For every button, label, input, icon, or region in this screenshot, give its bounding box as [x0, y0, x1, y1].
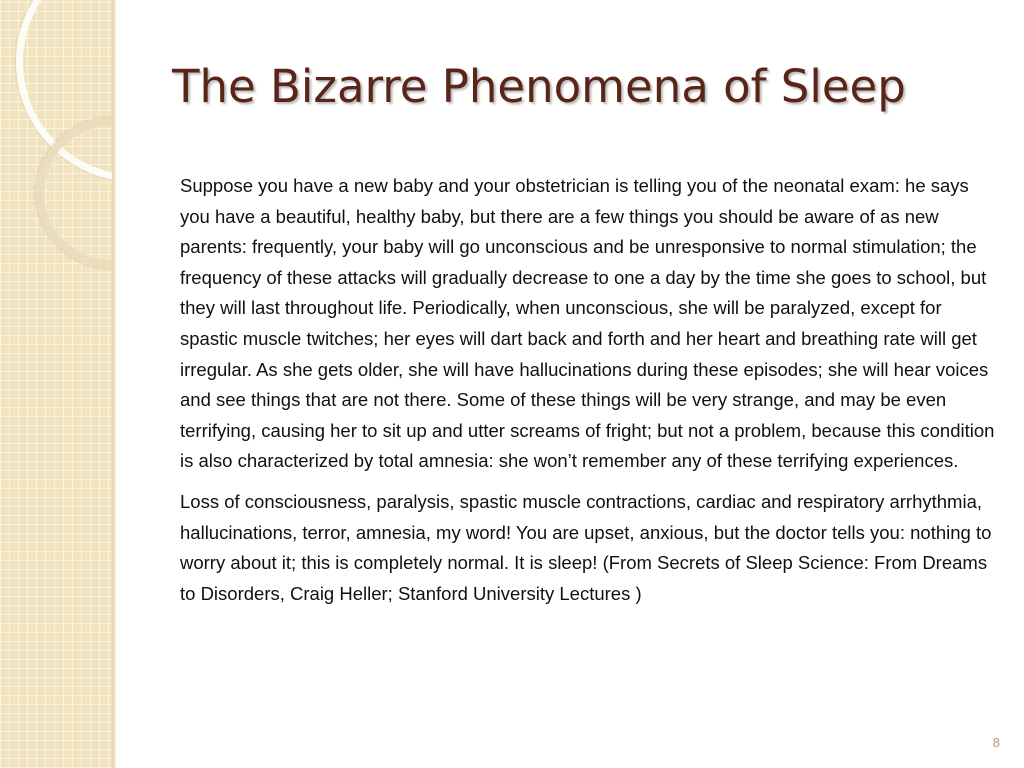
slide-page-number: 8 [992, 735, 1000, 750]
slide-title: The Bizarre Phenomena of Sleep [172, 60, 906, 113]
decorative-side-panel [0, 0, 112, 768]
body-paragraph-2: Loss of consciousness, paralysis, spastic muscle contractions, cardiac and respiratory arrhythmia, hallucinations, terror, amnesia, my word! You are upset, anxious, but the doctor tells you: nothing to worry about it; this is completely normal. It is sleep! (From Secrets of Sleep Science: From Dreams to Disorders, Craig Heller; Stanford University Lectures ) [180, 490, 992, 604]
body-paragraph-1: Suppose you have a new baby and your obstetrician is telling you of the neonatal exam: he says you have a beautiful, healthy baby, but there are a few things you should be aware of as new parents: frequently, your baby will go unconscious and be unresponsive to normal stimulation; the frequency of these attacks will gradually decrease to one a day by the time she goes to school, but they will last throughout life. Periodically, when unconscious, she will be paralyzed, except for spastic muscle twitches; her eyes will dart back and forth and her heart and breathing rate will get irregular. As she gets older, she will have hallucinations during these episodes; she will hear voices and see things that are not there. Some of these things will be very strange, and may be even terrifying, causing her to sit up and utter screams of fright; but not a problem, because this condition is also characterized by total amnesia: she won’t remember any of these terrifying experiences. [180, 175, 995, 472]
slide-body [180, 171, 996, 619]
side-panel-border [112, 0, 116, 768]
